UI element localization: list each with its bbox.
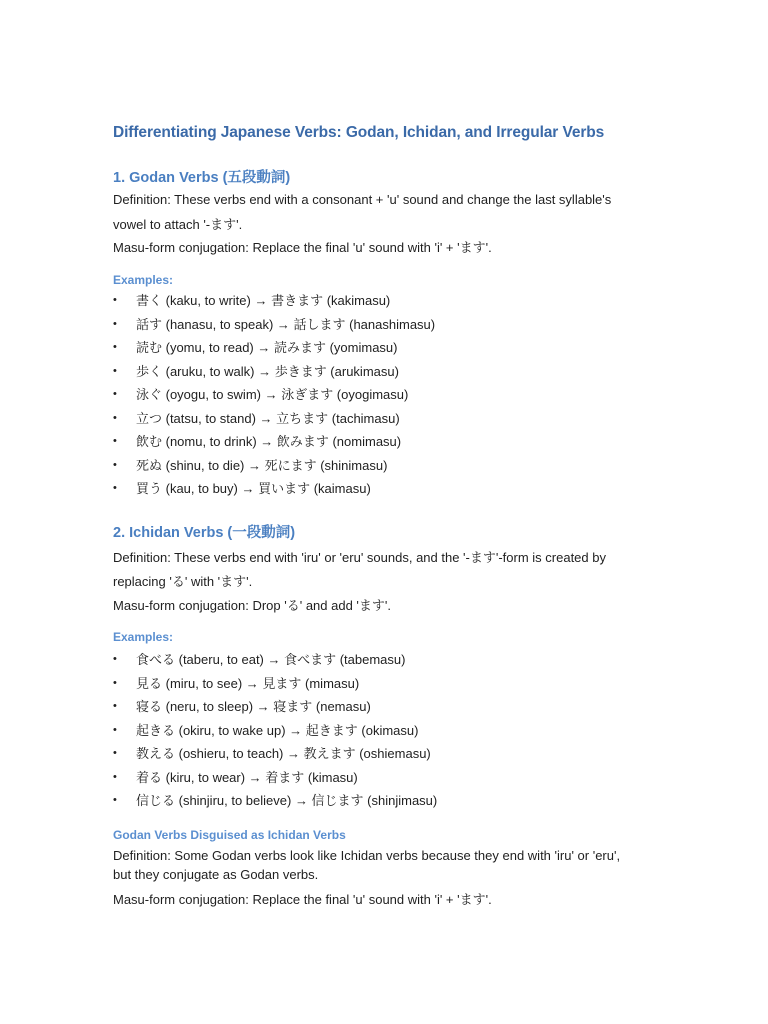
bullet-icon: •	[113, 653, 117, 665]
ichidan-definition-line2: replacing 'る' with 'ます'.	[113, 574, 253, 589]
example-text: 寝る (neru, to sleep) → 寝ます (nemasu)	[136, 699, 371, 714]
example-text: 書く (kaku, to write) → 書きます (kakimasu)	[136, 293, 391, 308]
bullet-icon: •	[113, 341, 117, 353]
bullet-icon: •	[113, 411, 117, 424]
disguised-definition-line2: but they conjugate as Godan verbs.	[113, 867, 319, 882]
godan-heading: 1. Godan Verbs (五段動詞)	[113, 170, 291, 186]
bullet-icon: •	[113, 388, 117, 400]
example-text: 起きる (okiru, to wake up) → 起きます (okimasu)	[136, 722, 419, 738]
bullet-icon: •	[113, 676, 117, 689]
bullet-icon: •	[113, 723, 117, 736]
disguised-conjugation: Masu-form conjugation: Replace the final 'u' sound with 'i' + 'ます'.	[113, 892, 492, 907]
bullet-icon: •	[113, 700, 117, 712]
ichidan-examples-label: Examples:	[113, 630, 174, 644]
ichidan-conjugation: Masu-form conjugation: Drop 'る' and add 'ます'.	[113, 598, 391, 613]
bullet-icon: •	[113, 794, 117, 806]
bullet-icon: •	[113, 747, 117, 759]
ichidan-heading: 2. Ichidan Verbs (一段動詞)	[113, 525, 296, 541]
example-text: 立つ (tatsu, to stand) → 立ちます (tachimasu)	[136, 410, 400, 426]
godan-conjugation: Masu-form conjugation: Replace the final 'u' sound with 'i' + 'ます'.	[113, 240, 492, 255]
example-text: 読む (yomu, to read) → 読みます (yomimasu)	[136, 340, 398, 355]
example-text: 飲む (nomu, to drink) → 飲みます (nomimasu)	[136, 434, 402, 449]
example-text: 信じる (shinjiru, to believe) → 信じます (shinjimasu)	[136, 793, 438, 808]
godan-definition-line2: vowel to attach '-ます'.	[113, 217, 243, 232]
bullet-icon: •	[113, 458, 117, 471]
ichidan-definition-line1: Definition: These verbs end with 'iru' or 'eru' sounds, and the '-ます'-form is created by	[113, 550, 606, 565]
bullet-icon: •	[113, 482, 117, 494]
example-text: 食べる (taberu, to eat) → 食べます (tabemasu)	[136, 652, 406, 667]
bullet-icon: •	[113, 435, 117, 447]
example-text: 教える (oshieru, to teach) → 教えます (oshiemasu)	[136, 746, 431, 761]
example-text: 見る (miru, to see) → 見ます (mimasu)	[136, 675, 360, 691]
document-title: Differentiating Japanese Verbs: Godan, Ichidan, and Irregular Verbs	[113, 124, 605, 141]
bullet-icon: •	[113, 317, 117, 330]
example-text: 話す (hanasu, to speak) → 話します (hanashimasu)	[136, 316, 436, 332]
example-text: 死ぬ (shinu, to die) → 死にます (shinimasu)	[136, 457, 388, 473]
disguised-definition-line1: Definition: Some Godan verbs look like Ichidan verbs because they end with 'iru' or 'eru',	[113, 848, 621, 863]
example-text: 買う (kau, to buy) → 買います (kaimasu)	[136, 481, 371, 496]
example-text: 歩く (aruku, to walk) → 歩きます (arukimasu)	[136, 363, 399, 379]
disguised-heading: Godan Verbs Disguised as Ichidan Verbs	[113, 828, 346, 842]
bullet-icon: •	[113, 770, 117, 783]
bullet-icon: •	[113, 364, 117, 377]
example-text: 着る (kiru, to wear) → 着ます (kimasu)	[136, 769, 358, 785]
godan-examples-label: Examples:	[113, 273, 174, 287]
godan-definition-line1: Definition: These verbs end with a consonant + 'u' sound and change the last syllable's	[113, 192, 612, 207]
example-text: 泳ぐ (oyogu, to swim) → 泳ぎます (oyogimasu)	[136, 387, 409, 402]
bullet-icon: •	[113, 294, 117, 306]
